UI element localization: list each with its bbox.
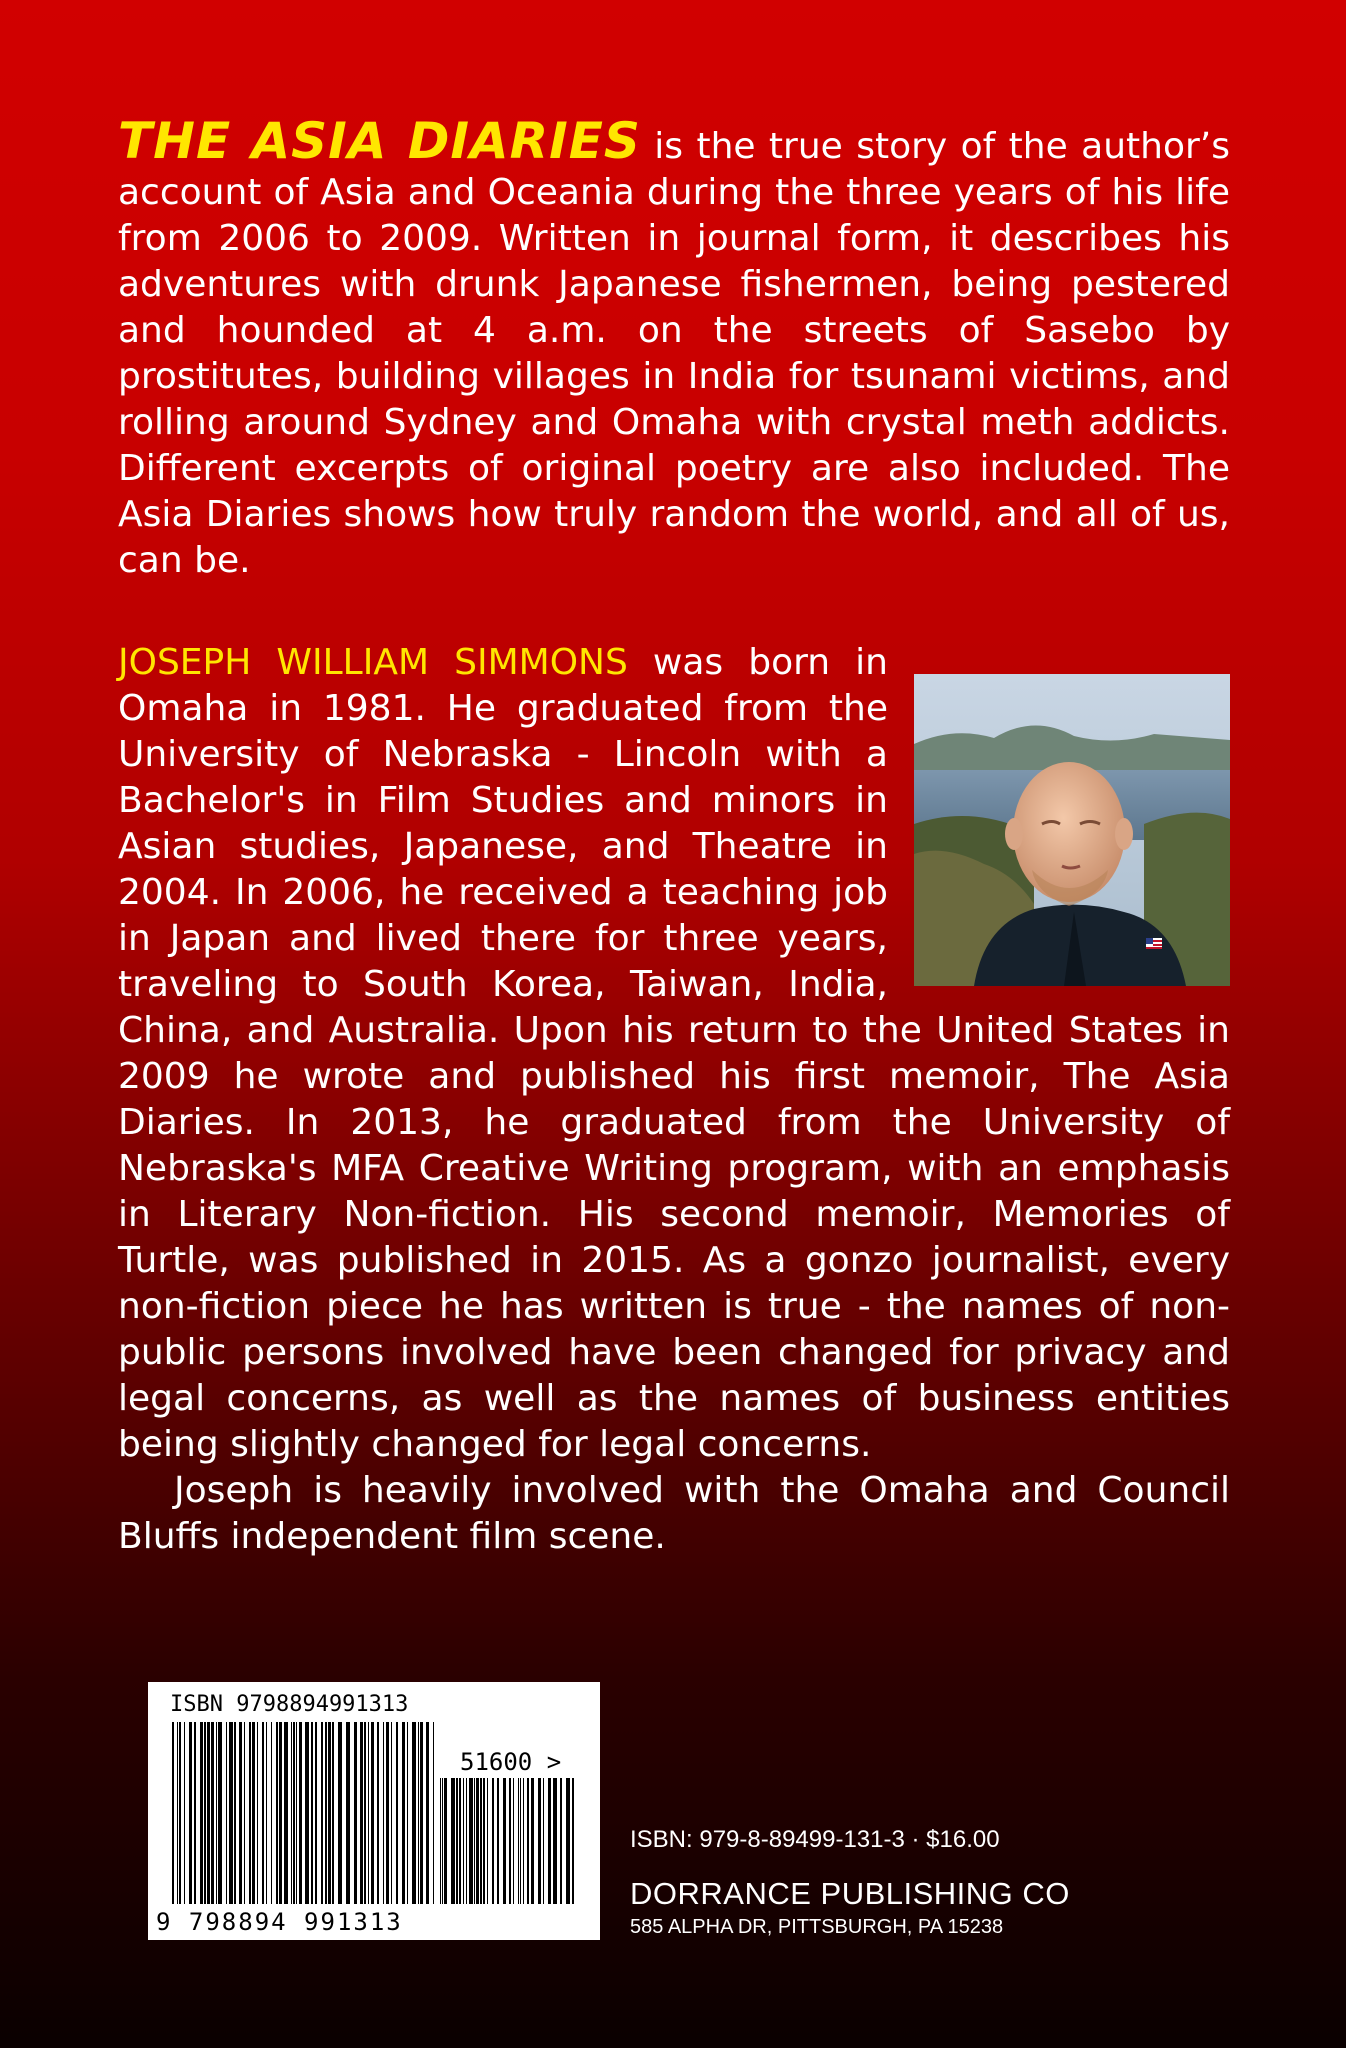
barcode-bar	[451, 1778, 455, 1904]
barcode-bar	[346, 1722, 350, 1904]
barcode-digits: 9 798894 991313	[156, 1908, 403, 1936]
barcode-bar	[296, 1722, 297, 1904]
barcode-bar	[548, 1778, 551, 1904]
barcode-bar	[218, 1722, 222, 1904]
barcode-bar	[466, 1778, 467, 1904]
barcode-bar	[216, 1722, 217, 1904]
barcode-bar	[396, 1722, 398, 1904]
barcode-bar	[407, 1722, 408, 1904]
barcode-bar	[291, 1722, 292, 1904]
barcode-bar	[284, 1722, 288, 1904]
barcode-bar	[487, 1778, 488, 1904]
barcode-bar	[194, 1722, 196, 1904]
barcode-bar	[377, 1722, 379, 1904]
book-title: THE ASIA DIARIES	[118, 112, 641, 170]
barcode-bar	[368, 1722, 369, 1904]
barcode-bar	[172, 1722, 174, 1904]
barcode-bar	[239, 1722, 242, 1904]
barcode-bar	[299, 1722, 302, 1904]
author-photo	[914, 674, 1230, 986]
barcode-bar	[244, 1722, 245, 1904]
barcode-bar	[553, 1778, 557, 1904]
barcode-bar	[332, 1722, 334, 1904]
barcode-bar	[328, 1722, 331, 1904]
barcode-bar	[311, 1722, 313, 1904]
barcode-bar	[483, 1778, 485, 1904]
barcode-bar	[560, 1778, 562, 1904]
barcode-bar	[229, 1722, 233, 1904]
barcode-bars	[148, 1682, 600, 1940]
barcode-bar	[211, 1722, 214, 1904]
barcode-bar	[440, 1778, 441, 1904]
barcode-bar	[492, 1778, 494, 1904]
bio-text: was born in Omaha in 1981. He graduated from the University of Nebraska - Lincoln with a Bachelor's in Film Studies and minors in Asian studies, Japanese, and Theatre in 2004. In 2006, he received a teaching job in Japan and lived there for three years, traveling to South Korea, Taiwan, India, China, and Australia. Upon his return to the United States in 2009 he wrote and published his first memoir, The Asia Diaries. In 2013, he graduated from the University of Nebraska's MFA Creative Writing program, with an emphasis in Literary Non-fiction. His second memoir, Memories of Turtle, was published in 2015. As a gonzo journalist, every non-fiction piece he has written is true - the names of non-public persons involved have been changed for privacy and legal concerns, as well as the names of business entities being slightly changed for legal concerns.	[118, 642, 1230, 1465]
barcode-bar	[538, 1778, 541, 1904]
author-bio	[118, 640, 1230, 1560]
barcode-bar	[383, 1722, 384, 1904]
author-name: JOSEPH WILLIAM SIMMONS	[118, 642, 628, 683]
publisher-address: 585 ALPHA DR, PITTSBURGH, PA 15238	[630, 1916, 1004, 1938]
barcode-bar	[179, 1722, 181, 1904]
barcode-bar	[315, 1722, 317, 1904]
barcode-bar	[204, 1722, 206, 1904]
barcode-bar	[177, 1722, 178, 1904]
barcode-bar	[469, 1778, 473, 1904]
barcode-bar	[234, 1722, 236, 1904]
barcode-bar	[325, 1722, 327, 1904]
barcode-bar	[257, 1722, 258, 1904]
book-blurb	[118, 112, 1230, 584]
barcode-bar	[442, 1778, 443, 1904]
barcode-bar	[252, 1722, 255, 1904]
barcode-bar	[391, 1722, 392, 1904]
barcode-bar	[420, 1722, 423, 1904]
barcode-bar	[386, 1722, 389, 1904]
publisher-name: DORRANCE PUBLISHING CO	[630, 1876, 1070, 1911]
barcode-bar	[207, 1722, 210, 1904]
barcode-bar	[249, 1722, 251, 1904]
barcode-bar	[520, 1778, 521, 1904]
barcode-bar	[509, 1778, 511, 1904]
blurb-text: is the true story of the author’s account of Asia and Oceania during the three years of his life from 2006 to 2009. Written in journal form, it describes his adventures with drunk Japanese fishermen, being pestered and hounded at 4 a.m. on the streets of Sasebo by prostitutes, building villages in India for tsunami victims, and rolling around Sydney and Omaha with crystal meth addicts. Different excerpts of original poetry are also included. The Asia Diaries shows how truly random the world, and all of us, can be.	[118, 126, 1230, 581]
barcode-bar	[543, 1778, 544, 1904]
barcode-bar	[226, 1722, 227, 1904]
barcode-bar	[418, 1722, 419, 1904]
barcode-bar	[262, 1722, 264, 1904]
barcode-bar	[354, 1722, 357, 1904]
barcode-bar	[364, 1722, 366, 1904]
barcode-price-code: 51600 >	[460, 1748, 562, 1776]
barcode-bar	[444, 1778, 447, 1904]
barcode-bar	[566, 1778, 570, 1904]
barcode-bar	[497, 1778, 499, 1904]
barcode-bar	[402, 1722, 405, 1904]
barcode-bar	[200, 1722, 203, 1904]
barcode-bar	[480, 1778, 482, 1904]
barcode-bar	[293, 1722, 295, 1904]
barcode-bar	[426, 1722, 429, 1904]
barcode-bar	[321, 1722, 323, 1904]
barcode-bar	[531, 1778, 534, 1904]
barcode-bar	[433, 1722, 434, 1904]
barcode-bar	[572, 1778, 574, 1904]
barcode-bar	[503, 1778, 506, 1904]
isbn-barcode	[148, 1682, 600, 1940]
barcode-bar	[305, 1722, 309, 1904]
barcode-bar	[184, 1722, 185, 1904]
barcode-bar	[276, 1722, 278, 1904]
barcode-bar	[523, 1778, 524, 1904]
barcode-bar	[279, 1722, 282, 1904]
barcode-bar	[474, 1778, 475, 1904]
barcode-bar	[518, 1778, 519, 1904]
isbn-price: ISBN: 979-8-89499-131-3 · $16.00	[630, 1826, 1000, 1853]
bio-closing-text: Joseph is heavily involved with the Omaha and Council Bluffs independent film scene.	[118, 1470, 1230, 1557]
barcode-bar	[338, 1722, 342, 1904]
barcode-bar	[371, 1722, 374, 1904]
barcode-bar	[360, 1722, 363, 1904]
barcode-isbn-label: ISBN 9798894991313	[170, 1692, 409, 1717]
barcode-bar	[476, 1778, 479, 1904]
barcode-bar	[527, 1778, 529, 1904]
barcode-bar	[456, 1778, 458, 1904]
barcode-bar	[463, 1778, 464, 1904]
barcode-bar	[513, 1778, 514, 1904]
barcode-bar	[412, 1722, 416, 1904]
barcode-bar	[271, 1722, 272, 1904]
barcode-bar	[266, 1722, 267, 1904]
barcode-bar	[459, 1778, 461, 1904]
barcode-bar	[189, 1722, 192, 1904]
